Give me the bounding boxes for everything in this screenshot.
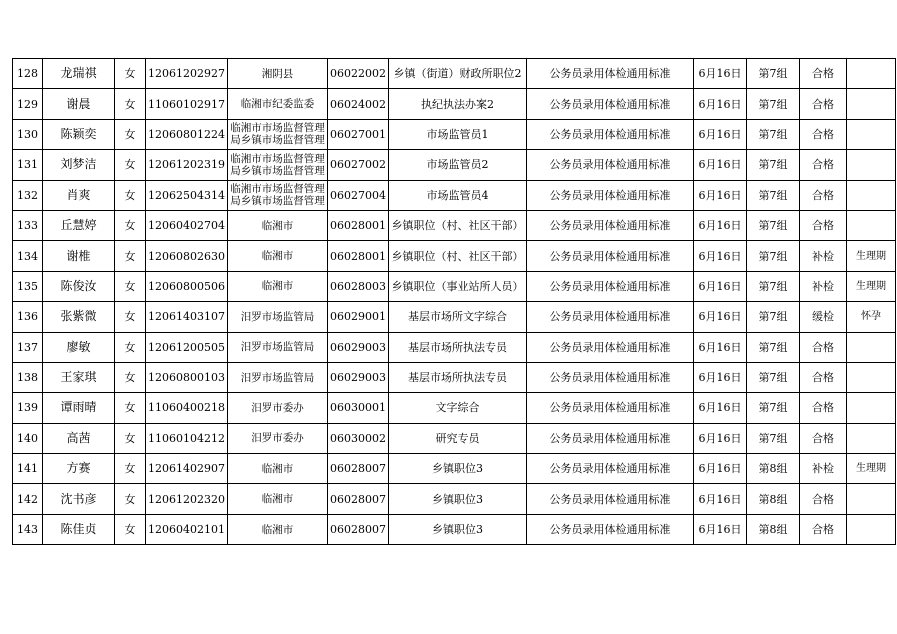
result-cell: 缓检 <box>799 302 846 332</box>
gender-cell: 女 <box>115 241 146 271</box>
exam-standard-cell: 公务员录用体检通用标准 <box>526 180 693 210</box>
ticket-number-cell: 12061202320 <box>146 484 228 514</box>
unit-cell: 临湘市 <box>227 514 327 544</box>
name-cell: 沈书彦 <box>43 484 115 514</box>
unit-cell: 临湘市 <box>227 241 327 271</box>
result-cell: 合格 <box>799 393 846 423</box>
ticket-number-cell: 12060800506 <box>146 271 228 301</box>
result-cell: 合格 <box>799 362 846 392</box>
group-cell: 第7组 <box>746 423 799 453</box>
gender-cell: 女 <box>115 332 146 362</box>
name-cell: 陈佳贞 <box>43 514 115 544</box>
table-row <box>13 59 896 89</box>
ticket-number-cell: 11060400218 <box>146 393 228 423</box>
table-row <box>13 119 896 149</box>
unit-cell: 临湘市 <box>227 210 327 240</box>
exam-date-cell: 6月16日 <box>693 210 746 240</box>
table-row <box>13 484 896 514</box>
position-code-cell: 06027001 <box>327 119 388 149</box>
exam-standard-cell: 公务员录用体检通用标准 <box>526 89 693 119</box>
group-cell: 第7组 <box>746 59 799 89</box>
group-cell: 第8组 <box>746 484 799 514</box>
group-cell: 第8组 <box>746 514 799 544</box>
name-cell: 陈颖奕 <box>43 119 115 149</box>
note-cell <box>846 484 895 514</box>
unit-cell: 汨罗市场监管局 <box>227 362 327 392</box>
exam-date-cell: 6月16日 <box>693 119 746 149</box>
row-number-cell: 142 <box>13 484 43 514</box>
row-number-cell: 129 <box>13 89 43 119</box>
unit-cell: 临湘市纪委监委 <box>227 89 327 119</box>
position-name-cell: 市场监管员4 <box>388 180 526 210</box>
note-cell <box>846 514 895 544</box>
row-number-cell: 140 <box>13 423 43 453</box>
unit-cell: 临湘市 <box>227 454 327 484</box>
row-number-cell: 130 <box>13 119 43 149</box>
note-cell <box>846 332 895 362</box>
position-code-cell: 06030002 <box>327 423 388 453</box>
ticket-number-cell: 12061202319 <box>146 150 228 180</box>
position-code-cell: 06028001 <box>327 210 388 240</box>
note-cell: 生理期 <box>846 454 895 484</box>
group-cell: 第7组 <box>746 271 799 301</box>
row-number-cell: 134 <box>13 241 43 271</box>
exam-standard-cell: 公务员录用体检通用标准 <box>526 271 693 301</box>
position-name-cell: 基层市场所执法专员 <box>388 362 526 392</box>
position-name-cell: 乡镇职位（村、社区干部） <box>388 241 526 271</box>
result-cell: 合格 <box>799 210 846 240</box>
name-cell: 丘慧婷 <box>43 210 115 240</box>
exam-date-cell: 6月16日 <box>693 89 746 119</box>
position-name-cell: 市场监管员2 <box>388 150 526 180</box>
exam-date-cell: 6月16日 <box>693 484 746 514</box>
ticket-number-cell: 12061202927 <box>146 59 228 89</box>
gender-cell: 女 <box>115 150 146 180</box>
position-name-cell: 执纪执法办案2 <box>388 89 526 119</box>
position-code-cell: 06028007 <box>327 454 388 484</box>
note-cell <box>846 89 895 119</box>
name-cell: 刘梦洁 <box>43 150 115 180</box>
name-cell: 张紫微 <box>43 302 115 332</box>
exam-date-cell: 6月16日 <box>693 393 746 423</box>
name-cell: 谢晨 <box>43 89 115 119</box>
gender-cell: 女 <box>115 271 146 301</box>
note-cell <box>846 210 895 240</box>
row-number-cell: 136 <box>13 302 43 332</box>
table-row <box>13 210 896 240</box>
row-number-cell: 135 <box>13 271 43 301</box>
table-body <box>13 59 896 545</box>
table-row <box>13 150 896 180</box>
note-cell <box>846 150 895 180</box>
gender-cell: 女 <box>115 514 146 544</box>
table-row <box>13 89 896 119</box>
exam-standard-cell: 公务员录用体检通用标准 <box>526 423 693 453</box>
name-cell: 方赛 <box>43 454 115 484</box>
name-cell: 龙瑞祺 <box>43 59 115 89</box>
unit-cell: 临湘市 <box>227 484 327 514</box>
note-cell: 生理期 <box>846 271 895 301</box>
exam-date-cell: 6月16日 <box>693 150 746 180</box>
result-cell: 合格 <box>799 514 846 544</box>
exam-date-cell: 6月16日 <box>693 454 746 484</box>
exam-date-cell: 6月16日 <box>693 514 746 544</box>
ticket-number-cell: 12060802630 <box>146 241 228 271</box>
name-cell: 谢椎 <box>43 241 115 271</box>
position-name-cell: 文字综合 <box>388 393 526 423</box>
unit-cell: 湘阴县 <box>227 59 327 89</box>
name-cell: 谭雨晴 <box>43 393 115 423</box>
gender-cell: 女 <box>115 210 146 240</box>
exam-standard-cell: 公务员录用体检通用标准 <box>526 332 693 362</box>
group-cell: 第7组 <box>746 241 799 271</box>
ticket-number-cell: 12061402907 <box>146 454 228 484</box>
exam-standard-cell: 公务员录用体检通用标准 <box>526 210 693 240</box>
position-name-cell: 乡镇职位3 <box>388 484 526 514</box>
name-cell: 陈俊汝 <box>43 271 115 301</box>
name-cell: 高茜 <box>43 423 115 453</box>
exam-date-cell: 6月16日 <box>693 302 746 332</box>
exam-date-cell: 6月16日 <box>693 271 746 301</box>
position-name-cell: 市场监管员1 <box>388 119 526 149</box>
gender-cell: 女 <box>115 302 146 332</box>
gender-cell: 女 <box>115 484 146 514</box>
table-row <box>13 362 896 392</box>
ticket-number-cell: 12060402101 <box>146 514 228 544</box>
position-code-cell: 06022002 <box>327 59 388 89</box>
position-name-cell: 乡镇职位（村、社区干部） <box>388 210 526 240</box>
exam-standard-cell: 公务员录用体检通用标准 <box>526 484 693 514</box>
position-code-cell: 06028007 <box>327 514 388 544</box>
position-name-cell: 乡镇（街道）财政所职位2 <box>388 59 526 89</box>
row-number-cell: 131 <box>13 150 43 180</box>
group-cell: 第7组 <box>746 362 799 392</box>
position-name-cell: 研究专员 <box>388 423 526 453</box>
exam-date-cell: 6月16日 <box>693 423 746 453</box>
note-cell <box>846 393 895 423</box>
group-cell: 第7组 <box>746 302 799 332</box>
result-cell: 合格 <box>799 119 846 149</box>
group-cell: 第7组 <box>746 210 799 240</box>
exam-standard-cell: 公务员录用体检通用标准 <box>526 454 693 484</box>
exam-standard-cell: 公务员录用体检通用标准 <box>526 241 693 271</box>
table-row <box>13 423 896 453</box>
exam-standard-cell: 公务员录用体检通用标准 <box>526 514 693 544</box>
name-cell: 肖爽 <box>43 180 115 210</box>
note-cell <box>846 59 895 89</box>
row-number-cell: 128 <box>13 59 43 89</box>
group-cell: 第8组 <box>746 454 799 484</box>
row-number-cell: 143 <box>13 514 43 544</box>
group-cell: 第7组 <box>746 150 799 180</box>
unit-cell: 汨罗市场监管局 <box>227 332 327 362</box>
exam-date-cell: 6月16日 <box>693 362 746 392</box>
note-cell: 怀孕 <box>846 302 895 332</box>
group-cell: 第7组 <box>746 393 799 423</box>
position-code-cell: 06024002 <box>327 89 388 119</box>
ticket-number-cell: 12062504314 <box>146 180 228 210</box>
position-code-cell: 06027004 <box>327 180 388 210</box>
ticket-number-cell: 12060801224 <box>146 119 228 149</box>
table-row <box>13 180 896 210</box>
result-cell: 合格 <box>799 59 846 89</box>
gender-cell: 女 <box>115 89 146 119</box>
unit-cell: 临湘市市场监督管理局乡镇市场监督管理 <box>227 180 327 210</box>
position-name-cell: 乡镇职位（事业站所人员） <box>388 271 526 301</box>
gender-cell: 女 <box>115 119 146 149</box>
row-number-cell: 133 <box>13 210 43 240</box>
position-name-cell: 乡镇职位3 <box>388 514 526 544</box>
table-row <box>13 241 896 271</box>
exam-standard-cell: 公务员录用体检通用标准 <box>526 59 693 89</box>
position-name-cell: 基层市场所执法专员 <box>388 332 526 362</box>
group-cell: 第7组 <box>746 332 799 362</box>
exam-standard-cell: 公务员录用体检通用标准 <box>526 119 693 149</box>
unit-cell: 汨罗市委办 <box>227 393 327 423</box>
exam-standard-cell: 公务员录用体检通用标准 <box>526 302 693 332</box>
position-name-cell: 乡镇职位3 <box>388 454 526 484</box>
result-cell: 合格 <box>799 89 846 119</box>
result-cell: 合格 <box>799 332 846 362</box>
result-cell: 补检 <box>799 271 846 301</box>
result-cell: 补检 <box>799 454 846 484</box>
ticket-number-cell: 11060104212 <box>146 423 228 453</box>
exam-results-table <box>12 58 896 545</box>
unit-cell: 汨罗市场监管局 <box>227 302 327 332</box>
ticket-number-cell: 11060102917 <box>146 89 228 119</box>
gender-cell: 女 <box>115 423 146 453</box>
unit-cell: 临湘市 <box>227 271 327 301</box>
exam-date-cell: 6月16日 <box>693 59 746 89</box>
ticket-number-cell: 12060402704 <box>146 210 228 240</box>
group-cell: 第7组 <box>746 180 799 210</box>
position-code-cell: 06027002 <box>327 150 388 180</box>
position-code-cell: 06029001 <box>327 302 388 332</box>
unit-cell: 汨罗市委办 <box>227 423 327 453</box>
result-cell: 合格 <box>799 484 846 514</box>
table-row <box>13 514 896 544</box>
ticket-number-cell: 12061200505 <box>146 332 228 362</box>
note-cell: 生理期 <box>846 241 895 271</box>
exam-standard-cell: 公务员录用体检通用标准 <box>526 393 693 423</box>
result-cell: 合格 <box>799 423 846 453</box>
unit-cell: 临湘市市场监督管理局乡镇市场监督管理 <box>227 150 327 180</box>
gender-cell: 女 <box>115 180 146 210</box>
table-row <box>13 302 896 332</box>
position-name-cell: 基层市场所文字综合 <box>388 302 526 332</box>
exam-standard-cell: 公务员录用体检通用标准 <box>526 150 693 180</box>
table-row <box>13 332 896 362</box>
gender-cell: 女 <box>115 393 146 423</box>
position-code-cell: 06028001 <box>327 241 388 271</box>
row-number-cell: 139 <box>13 393 43 423</box>
name-cell: 廖敏 <box>43 332 115 362</box>
ticket-number-cell: 12061403107 <box>146 302 228 332</box>
position-code-cell: 06029003 <box>327 362 388 392</box>
table-row <box>13 393 896 423</box>
note-cell <box>846 180 895 210</box>
position-code-cell: 06028007 <box>327 484 388 514</box>
position-code-cell: 06028003 <box>327 271 388 301</box>
gender-cell: 女 <box>115 59 146 89</box>
table-row <box>13 271 896 301</box>
unit-cell: 临湘市市场监督管理局乡镇市场监督管理 <box>227 119 327 149</box>
exam-date-cell: 6月16日 <box>693 180 746 210</box>
result-cell: 合格 <box>799 180 846 210</box>
ticket-number-cell: 12060800103 <box>146 362 228 392</box>
row-number-cell: 132 <box>13 180 43 210</box>
exam-date-cell: 6月16日 <box>693 241 746 271</box>
row-number-cell: 141 <box>13 454 43 484</box>
position-code-cell: 06029003 <box>327 332 388 362</box>
note-cell <box>846 362 895 392</box>
row-number-cell: 137 <box>13 332 43 362</box>
position-code-cell: 06030001 <box>327 393 388 423</box>
note-cell <box>846 423 895 453</box>
exam-date-cell: 6月16日 <box>693 332 746 362</box>
note-cell <box>846 119 895 149</box>
gender-cell: 女 <box>115 454 146 484</box>
group-cell: 第7组 <box>746 89 799 119</box>
name-cell: 王家琪 <box>43 362 115 392</box>
group-cell: 第7组 <box>746 119 799 149</box>
result-cell: 合格 <box>799 150 846 180</box>
result-cell: 补检 <box>799 241 846 271</box>
exam-standard-cell: 公务员录用体检通用标准 <box>526 362 693 392</box>
table-row <box>13 454 896 484</box>
row-number-cell: 138 <box>13 362 43 392</box>
gender-cell: 女 <box>115 362 146 392</box>
